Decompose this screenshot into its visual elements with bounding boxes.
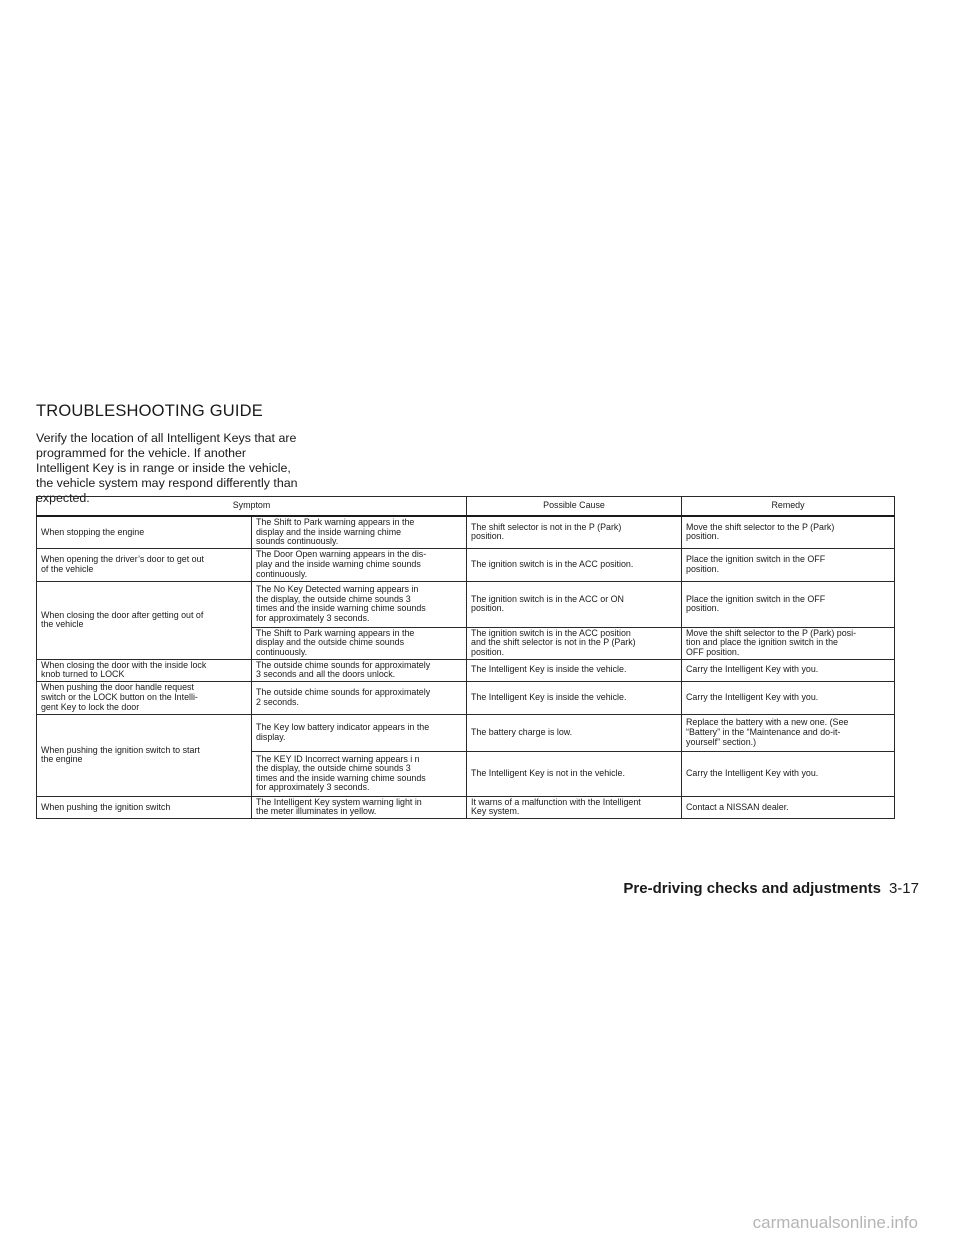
intro-paragraph: Verify the location of all Intelligent Keys that are programmed for the vehicle. If another Intelligent Key is in range or inside the vehicle, the vehicle system may respond differently than expected.: [36, 431, 298, 505]
watermark: carmanualsonline.info: [752, 1213, 918, 1232]
cell-display-indication: The Shift to Park warning appears in the display and the outside chime sounds continuously.: [252, 627, 467, 659]
table-row: [37, 516, 895, 548]
cell-display-indication: The KEY ID Incorrect warning appears i n the display, the outside chime sounds 3 times and the inside warning chime sounds for approximately 3 seconds.: [252, 751, 467, 796]
cell-symptom: When pushing the door handle request switch or the LOCK button on the Intelli- gent Key to lock the door: [37, 681, 252, 714]
footer-page-number: 3-17: [888, 880, 919, 897]
cell-possible-cause: It warns of a malfunction with the Intelligent Key system.: [467, 796, 682, 818]
cell-symptom: When closing the door after getting out of the vehicle: [37, 581, 252, 659]
cell-symptom: When opening the driver’s door to get out of the vehicle: [37, 548, 252, 581]
cell-possible-cause: The ignition switch is in the ACC position and the shift selector is not in the P (Park) position.: [467, 627, 682, 659]
cell-remedy: Contact a NISSAN dealer.: [682, 796, 895, 818]
cell-possible-cause: The shift selector is not in the P (Park) position.: [467, 516, 682, 548]
cell-symptom: When pushing the ignition switch: [37, 796, 252, 818]
table-body: [37, 516, 895, 818]
header-symptom: Symptom: [37, 497, 467, 517]
table-row: [37, 796, 895, 818]
cell-remedy: Carry the Intelligent Key with you.: [682, 659, 895, 681]
cell-remedy: Move the shift selector to the P (Park) position.: [682, 516, 895, 548]
table-header-row: [37, 497, 895, 517]
cell-display-indication: The Intelligent Key system warning light in the meter illuminates in yellow.: [252, 796, 467, 818]
header-remedy: Remedy: [682, 497, 895, 517]
cell-symptom: When pushing the ignition switch to start the engine: [37, 714, 252, 796]
cell-symptom: When closing the door with the inside lock knob turned to LOCK: [37, 659, 252, 681]
page-heading: TROUBLESHOOTING GUIDE: [36, 402, 263, 420]
cell-remedy: Place the ignition switch in the OFF position.: [682, 581, 895, 627]
cell-remedy: Replace the battery with a new one. (See “Battery” in the “Maintenance and do-it- yourself” section.): [682, 714, 895, 751]
cell-possible-cause: The ignition switch is in the ACC position.: [467, 548, 682, 581]
cell-symptom: When stopping the engine: [37, 516, 252, 548]
cell-possible-cause: The Intelligent Key is inside the vehicle.: [467, 659, 682, 681]
cell-remedy: Carry the Intelligent Key with you.: [682, 751, 895, 796]
cell-display-indication: The Door Open warning appears in the dis- play and the inside warning chime sounds continuously.: [252, 548, 467, 581]
footer-section-title: Pre-driving checks and adjustments: [623, 880, 881, 897]
cell-display-indication: The outside chime sounds for approximately 3 seconds and all the doors unlock.: [252, 659, 467, 681]
table-row: [37, 714, 895, 751]
table-row: [37, 681, 895, 714]
table-row: [37, 548, 895, 581]
cell-display-indication: The No Key Detected warning appears in the display, the outside chime sounds 3 times and the inside warning chime sounds for approximately 3 seconds.: [252, 581, 467, 627]
troubleshooting-table: [36, 496, 895, 819]
cell-remedy: Place the ignition switch in the OFF position.: [682, 548, 895, 581]
cell-remedy: Carry the Intelligent Key with you.: [682, 681, 895, 714]
cell-possible-cause: The battery charge is low.: [467, 714, 682, 751]
table-row: [37, 659, 895, 681]
cell-display-indication: The outside chime sounds for approximately 2 seconds.: [252, 681, 467, 714]
cell-possible-cause: The Intelligent Key is not in the vehicle.: [467, 751, 682, 796]
table-row: [37, 581, 895, 627]
page-footer: [623, 880, 919, 897]
cell-remedy: Move the shift selector to the P (Park) posi- tion and place the ignition switch in the OFF position.: [682, 627, 895, 659]
cell-possible-cause: The Intelligent Key is inside the vehicle.: [467, 681, 682, 714]
table-header: [37, 497, 895, 517]
header-possible-cause: Possible Cause: [467, 497, 682, 517]
cell-display-indication: The Key low battery indicator appears in the display.: [252, 714, 467, 751]
cell-possible-cause: The ignition switch is in the ACC or ON position.: [467, 581, 682, 627]
cell-display-indication: The Shift to Park warning appears in the display and the inside warning chime sounds continuously.: [252, 516, 467, 548]
